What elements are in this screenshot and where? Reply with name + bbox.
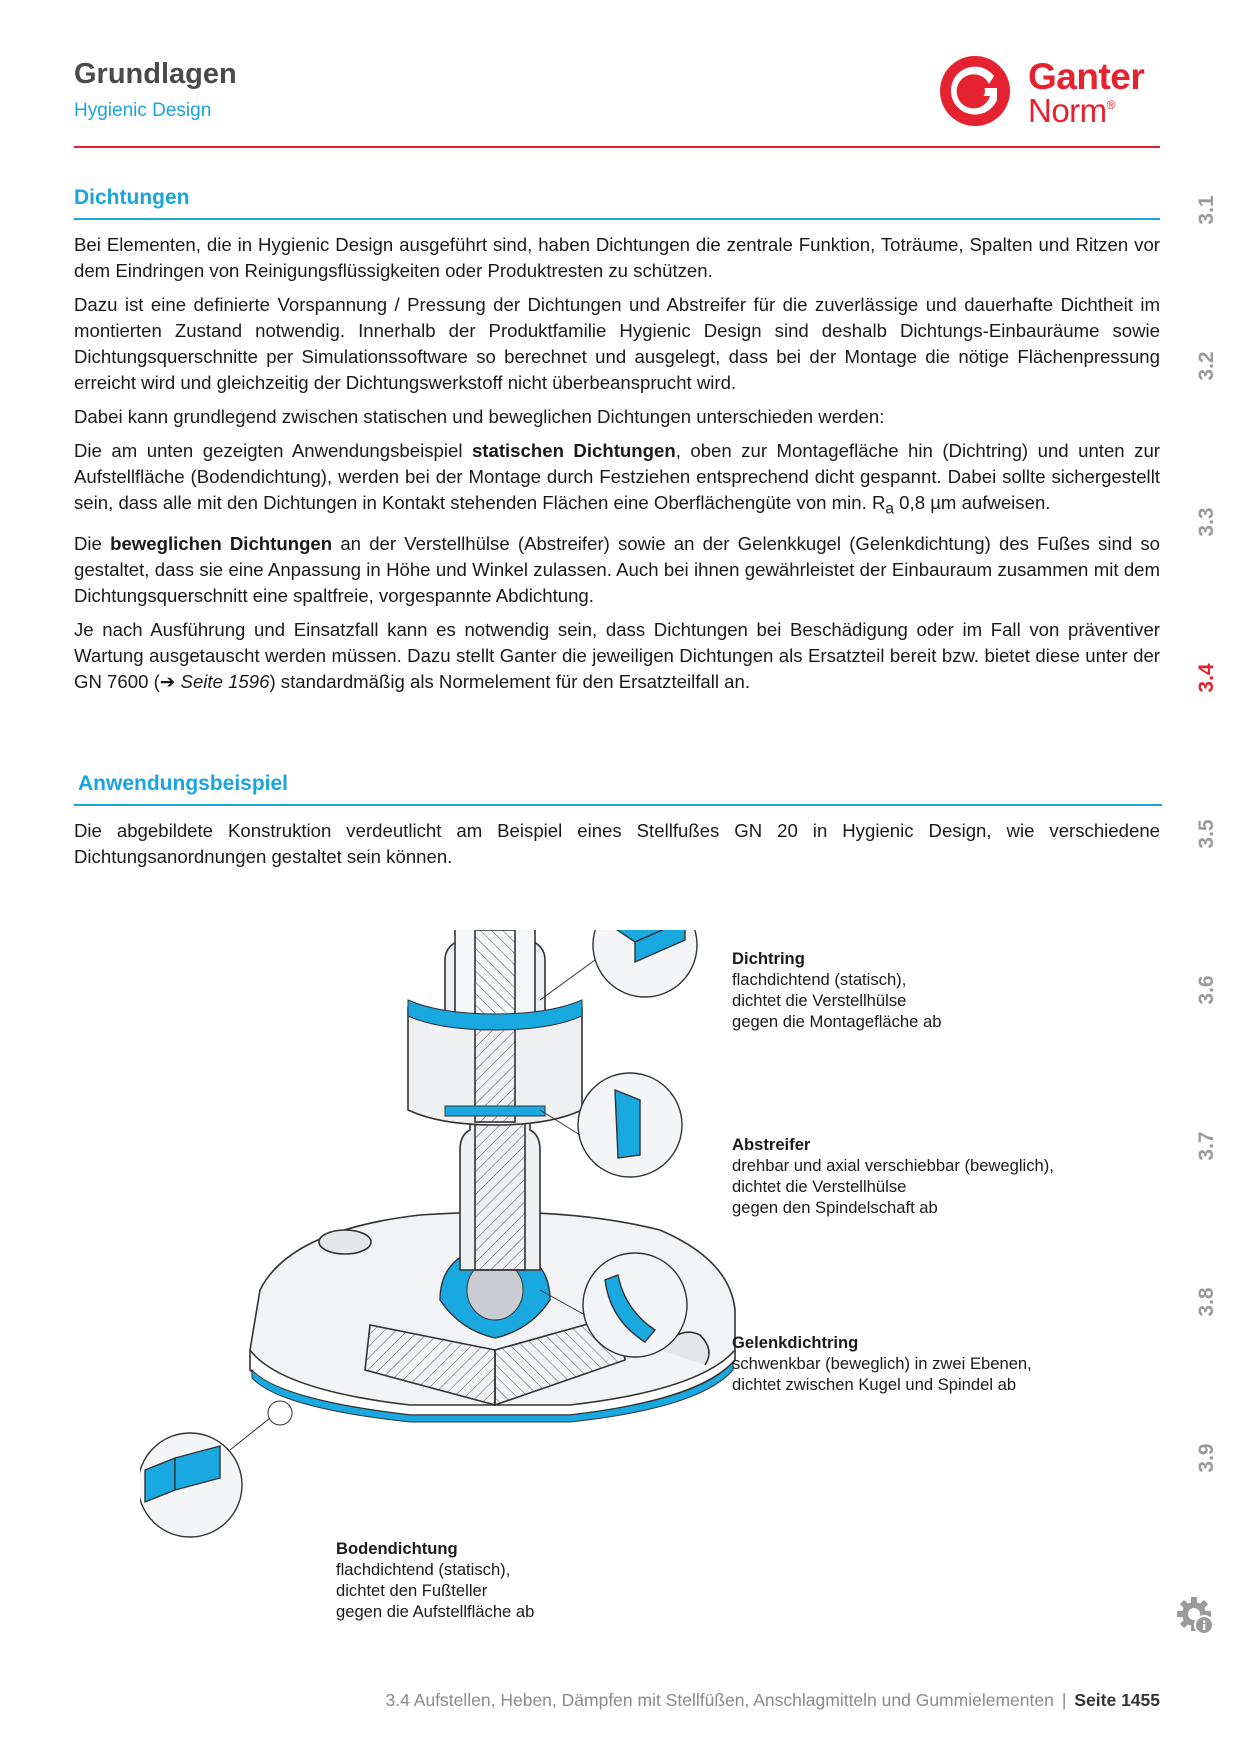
callout-title: Bodendichtung: [336, 1539, 458, 1558]
text-run: Je nach Ausführung und Einsatzfall kann es notwendig sein, dass Dichtungen bei Beschädigung oder im Fall von präventiver Wartung ausgetauscht werden müssen. Dazu stellt Ganter die jeweiligen Dichtungen als Ersatzteil bereit bzw. bietet diese unter der GN 7600 (: [74, 618, 1160, 692]
tab-label: 3.2: [1195, 351, 1218, 381]
bold-term: beweglichen Dichtungen: [110, 532, 333, 554]
gear-info-icon[interactable]: [1176, 1596, 1216, 1636]
callout-line: flachdichtend (statisch),: [336, 1560, 511, 1579]
tab-label: 3.5: [1195, 819, 1218, 849]
callout-line: dichtet die Verstellhülse: [732, 991, 907, 1010]
paragraph: [74, 531, 1160, 609]
detail-bodendichtung: [140, 1433, 242, 1537]
paragraph: Dabei kann grundlegend zwischen statischen und beweglichen Dichtungen unterschieden werden:: [74, 406, 885, 427]
detail-gelenkdichtring: [583, 1253, 687, 1357]
text-run: 0,8 µm aufweisen.: [894, 492, 1051, 513]
logo-registered-mark: ®: [1106, 98, 1116, 112]
tab-label: 3.3: [1195, 507, 1218, 537]
callout-line: dichtet zwischen Kugel und Spindel ab: [732, 1375, 1017, 1394]
callout-title: Abstreifer: [732, 1135, 811, 1154]
callout-line: drehbar und axial verschiebbar (beweglich),: [732, 1156, 1054, 1175]
page-title: Grundlagen: [74, 58, 237, 90]
paragraph: Bei Elementen, die in Hygienic Design ausgeführt sind, haben Dichtungen die zentrale Funktion, Toträume, Spalten und Ritzen vor dem Eindringen von Reinigungsflüssigkeiten oder Produktresten zu schützen.: [74, 234, 1160, 281]
ganter-logo-icon: [938, 54, 1012, 128]
leveling-foot-illustration: [140, 930, 1120, 1630]
wiper-seal: [445, 1106, 545, 1116]
page-footer: [386, 1690, 1160, 1711]
tab-3-3[interactable]: [1190, 502, 1224, 542]
callout-gelenkdichtring: [732, 1332, 1032, 1395]
text-run: , oben zur Montagefläche hin (Dichtring) und unten zur Aufstellfläche (Bodendichtung), werden bei der Montage durch Festziehen entsprechend dicht gespannt. Dabei sollte sichergestellt sein, dass alle mit den Dichtungen in Kontakt stehenden Flächen eine Oberflächengüte von min. R: [74, 440, 1160, 513]
ganter-norm-logo: [938, 54, 1162, 128]
section-heading-dichtungen: Dichtungen: [74, 186, 190, 209]
footer-separator: |: [1061, 1690, 1067, 1710]
section-divider: [74, 218, 1160, 220]
tab-label: 3.9: [1195, 1443, 1218, 1473]
tab-label: 3.4: [1195, 663, 1218, 693]
paragraph: Dazu ist eine definierte Vorspannung / Pressung der Dichtungen und Abstreifer für die zuverlässige und dauerhafte Dichtheit im montierten Zustand notwendig. Innerhalb der Produktfamilie Hygienic Design sind deshalb Dichtungs-Einbauräume sowie Dichtungsquerschnitte per Simulationssoftware so berechnet und ausgelegt, dass bei der Montage die nötige Flächenpressung erreicht wird und gleichzeitig der Dichtungswerkstoff nicht überbeansprucht wird.: [74, 294, 1160, 393]
tab-label: 3.6: [1195, 975, 1218, 1005]
logo-word-norm: [1028, 92, 1115, 130]
callout-line: gegen den Spindelschaft ab: [732, 1198, 938, 1217]
subscript: a: [885, 500, 895, 518]
tab-3-8[interactable]: [1190, 1282, 1224, 1322]
tab-label: 3.8: [1195, 1287, 1218, 1317]
logo-word-norm-text: Norm: [1028, 92, 1107, 129]
callout-line: gegen die Montagefläche ab: [732, 1012, 942, 1031]
chapter-tabs: [1190, 190, 1224, 1490]
tab-label: 3.7: [1195, 1131, 1218, 1161]
tab-3-4[interactable]: [1190, 658, 1224, 698]
callout-title: Dichtring: [732, 949, 805, 968]
callout-line: dichtet die Verstellhülse: [732, 1177, 907, 1196]
page-reference-link[interactable]: Seite 1596: [175, 670, 270, 692]
section-divider: [74, 804, 1162, 806]
tab-label: 3.1: [1195, 195, 1218, 225]
footer-chapter: 3.4 Aufstellen, Heben, Dämpfen mit Stellfüßen, Anschlagmitteln und Gummielementen: [385, 1690, 1054, 1710]
tab-3-2[interactable]: [1190, 346, 1224, 386]
text-run: an der Verstellhülse (Abstreifer) sowie an der Gelenkkugel (Gelenkdichtung) des Fußes sind so gestaltet, dass sie eine Anpassung in Höhe und Winkel zulassen. Auch bei ihnen gewährleistet der Einbauraum zusammen mit dem Dichtungsquerschnitt eine spaltfreie, vorgespannte Abdichtung.: [74, 532, 1160, 606]
callout-abstreifer: [732, 1134, 1054, 1218]
tab-3-6[interactable]: [1190, 970, 1224, 1010]
callout-title: Gelenkdichtring: [732, 1333, 859, 1352]
callout-bodendichtung: [336, 1538, 534, 1622]
callout-line: gegen die Aufstellfläche ab: [336, 1602, 535, 1621]
text-run: ) standardmäßig als Normelement für den Ersatzteilfall an.: [269, 670, 750, 692]
callout-line: dichtet den Fußteller: [336, 1581, 488, 1600]
callout-line: flachdichtend (statisch),: [732, 970, 907, 989]
text-run: Die: [74, 532, 111, 554]
paragraph: Die abgebildete Konstruktion verdeutlicht am Beispiel eines Stellfußes GN 20 in Hygienic Design, wie verschiedene Dichtungsanordnungen gestaltet sein können.: [74, 820, 1160, 867]
tab-3-9[interactable]: [1190, 1438, 1224, 1478]
tab-3-7[interactable]: [1190, 1126, 1224, 1166]
page-subtitle: Hygienic Design: [74, 100, 212, 121]
tab-3-5[interactable]: [1190, 814, 1224, 854]
detail-dichtring: [593, 930, 697, 997]
detail-abstreifer: [578, 1073, 682, 1177]
text-run: Die am unten gezeigten Anwendungsbeispiel: [74, 440, 472, 461]
header-divider: [74, 146, 1160, 148]
callout-dichtring: [732, 948, 941, 1032]
paragraph: [74, 617, 1160, 695]
logo-word-ganter: Ganter: [1028, 56, 1145, 97]
arrow-icon: ➔: [159, 670, 176, 692]
tab-3-1[interactable]: [1190, 190, 1224, 230]
callout-line: schwenkbar (beweglich) in zwei Ebenen,: [732, 1354, 1032, 1373]
bold-term: statischen Dichtungen: [471, 440, 676, 461]
paragraph: [74, 438, 1160, 523]
section-body-dichtungen: [74, 232, 1160, 703]
footer-page-number: Seite 1455: [1074, 1690, 1160, 1710]
section-heading-anwendungsbeispiel: Anwendungsbeispiel: [78, 772, 289, 795]
section-body-anwendungsbeispiel: [74, 818, 1160, 878]
